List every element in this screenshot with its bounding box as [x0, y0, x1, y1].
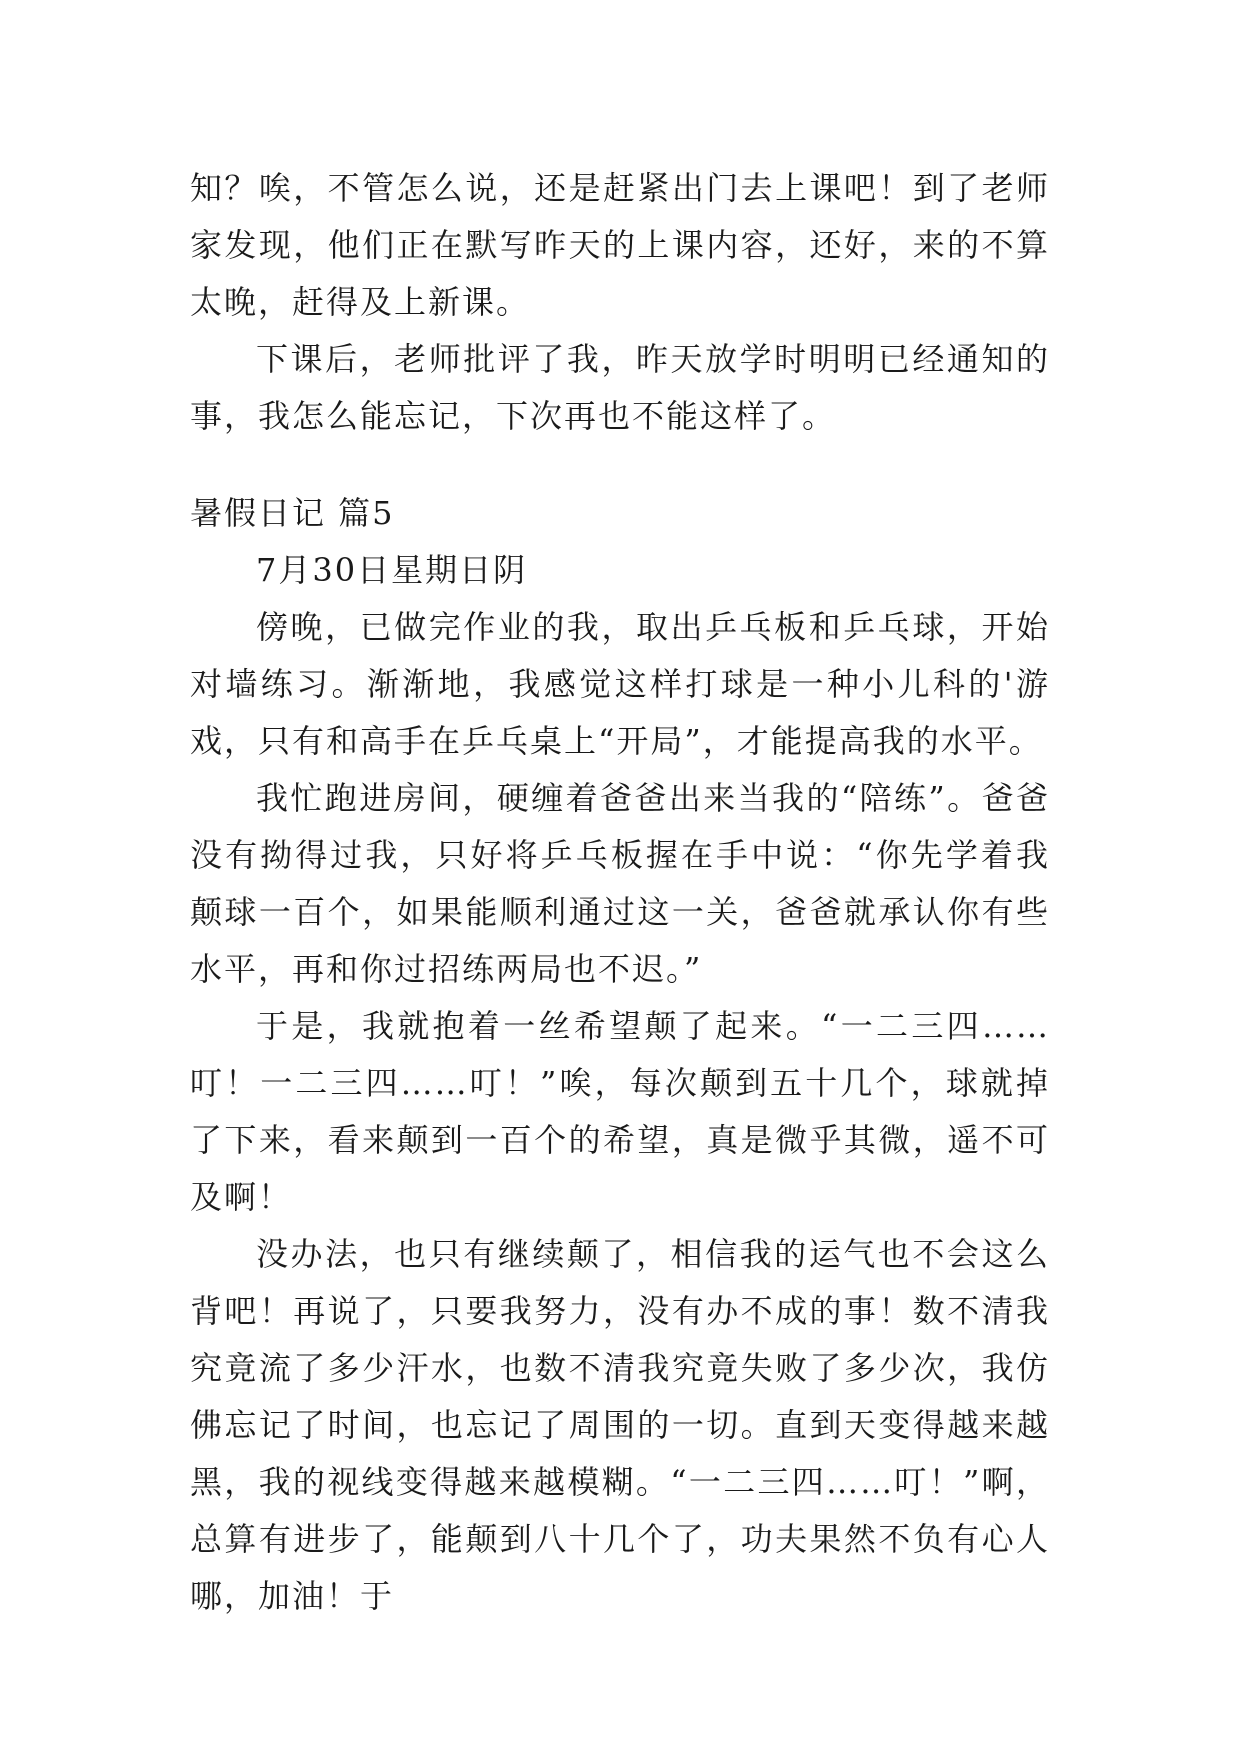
paragraph: 知？唉，不管怎么说，还是赶紧出门去上课吧！到了老师家发现，他们正在默写昨天的上课内容，还好，来的不算太晚，赶得及上新课。	[190, 169, 1050, 321]
paragraph: 傍晚，已做完作业的我，取出乒乓板和乒乓球，开始对墙练习。渐渐地，我感觉这样打球是一种小儿科的'游戏，只有和高手在乒乓桌上“开局”，才能提高我的水平。	[190, 608, 1050, 760]
section-spacer	[190, 445, 1050, 485]
section-title: 暑假日记 篇5	[190, 494, 395, 532]
document-content	[190, 160, 1050, 1625]
paragraph: 我忙跑进房间，硬缠着爸爸出来当我的“陪练”。爸爸没有拗得过我，只好将乒乓板握在手中说：“你先学着我颠球一百个，如果能顺利通过这一关，爸爸就承认你有些水平，再和你过招练两局也不迟。”	[190, 779, 1050, 988]
date-line: 7月30日星期日阴	[256, 551, 528, 589]
paragraph: 于是，我就抱着一丝希望颠了起来。“一二三四……叮！一二三四……叮！”唉，每次颠到五十几个，球就掉了下来，看来颠到一百个的希望，真是微乎其微，遥不可及啊！	[190, 1007, 1050, 1216]
paragraph: 下课后，老师批评了我，昨天放学时明明已经通知的事，我怎么能忘记，下次再也不能这样了。	[190, 340, 1050, 435]
paragraph: 没办法，也只有继续颠了，相信我的运气也不会这么背吧！再说了，只要我努力，没有办不成的事！数不清我究竟流了多少汗水，也数不清我究竟失败了多少次，我仿佛忘记了时间，也忘记了周围的一切。直到天变得越来越黑，我的视线变得越来越模糊。“一二三四……叮！”啊，总算有进步了，能颠到八十几个了，功夫果然不负有心人哪，加油！于	[190, 1235, 1050, 1615]
